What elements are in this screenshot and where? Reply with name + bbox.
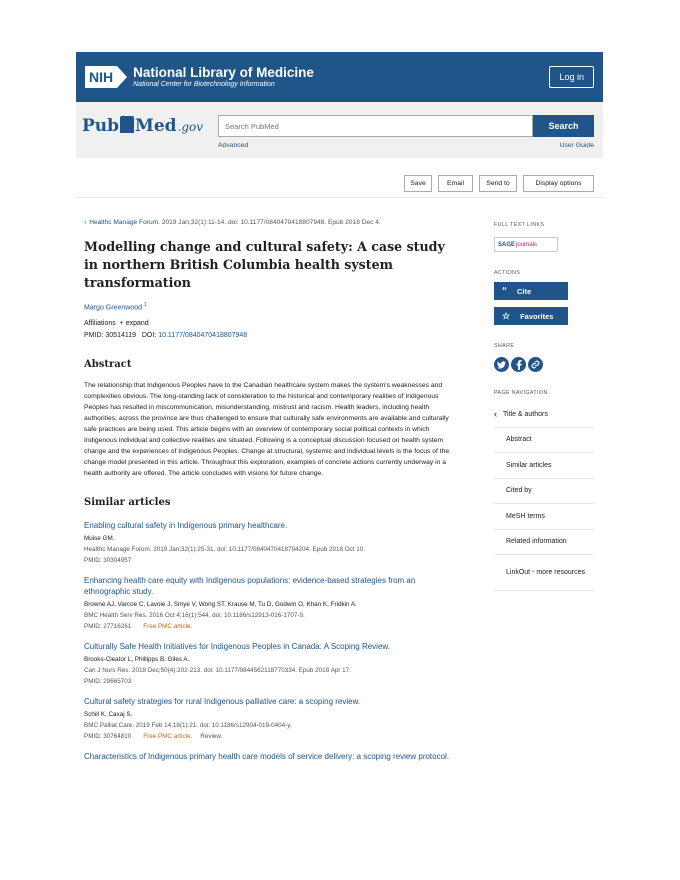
twitter-icon[interactable]: [494, 357, 509, 372]
similar-article-title[interactable]: Enhancing health care equity with Indigenous populations: evidence-based strategies from an ethnographic study.: [84, 576, 416, 597]
similar-articles-list: [84, 520, 462, 762]
display-options-button[interactable]: Display options: [523, 175, 594, 192]
share-label: SHARE: [494, 343, 515, 349]
cite-button[interactable]: [494, 282, 568, 300]
share-icons: [494, 357, 604, 372]
similar-article-pmid: PMID: 30764810: [84, 733, 132, 741]
chevron-left-icon: ‹: [494, 409, 497, 420]
sage-logo-bold: SAGE: [498, 241, 516, 248]
favorites-label: Favorites: [520, 311, 554, 321]
send-to-button[interactable]: Send to: [479, 175, 517, 192]
similar-article-citation: Can J Nurs Res. 2018 Dec;50(4):202-213. doi: 10.1177/0844562118770334. Epub 2018 Apr 17.: [84, 667, 351, 675]
quote-icon: “: [502, 285, 507, 297]
sage-journals-link[interactable]: [494, 237, 558, 252]
article-main: [84, 218, 462, 762]
search-area: [76, 102, 603, 158]
similar-article-pmid-row: [84, 556, 462, 565]
nlm-title: National Library of Medicine: [133, 65, 314, 80]
nih-logo[interactable]: NIH: [85, 66, 117, 88]
save-button[interactable]: Save: [404, 175, 432, 192]
pubmed-logo-pub: Pub: [82, 116, 120, 136]
similar-article-item: [84, 520, 462, 565]
similar-article-authors: Browne AJ, Varcoe C, Lavoie J, Smye V, Wong ST, Krause M, Tu D, Godwin O, Khan K, Fridkin A.: [84, 601, 357, 609]
author-list: [84, 302, 462, 311]
full-text-links-label: FULL TEXT LINKS: [494, 222, 545, 228]
doi-label: DOI:: [141, 332, 159, 340]
advanced-search-link[interactable]: Advanced: [218, 142, 249, 149]
facebook-icon[interactable]: [511, 357, 526, 372]
nav-label: Title & authors: [503, 410, 548, 418]
nih-logo-arrow: [117, 66, 127, 88]
user-guide-link[interactable]: User Guide: [559, 142, 594, 149]
similar-article-item: [84, 751, 462, 762]
similar-article-title[interactable]: Culturally Safe Health Initiatives for Indigenous Peoples in Canada: A Scoping Review.: [84, 642, 390, 652]
similar-article-item: [84, 641, 462, 686]
page-navigation-label: PAGE NAVIGATION: [494, 390, 548, 396]
similar-article-authors: Schill K, Caxaj S.: [84, 711, 133, 719]
pubmed-logo-gov: .gov: [177, 120, 204, 134]
email-button[interactable]: Email: [438, 175, 473, 192]
similar-article-pmid: PMID: 30304957: [84, 557, 132, 565]
nlm-subtitle: National Center for Biotechnology Information: [133, 81, 275, 88]
pubmed-logo-med: Med: [135, 116, 177, 136]
similar-article-authors: Brooks-Cleator L, Phillipps B, Giles A.: [84, 656, 190, 664]
similar-article-citation: BMC Palliat Care. 2019 Feb 14;18(1):21. doi: 10.1186/s12904-019-0404-y.: [84, 722, 292, 730]
nih-banner: [76, 52, 603, 102]
similar-article-pmid-row: [84, 732, 462, 741]
similar-article-pmid-row: [84, 677, 462, 686]
similar-article-item: [84, 696, 462, 741]
similar-article-title[interactable]: Characteristics of Indigenous primary health care models of service delivery: a scoping review protocol.: [84, 752, 450, 762]
search-input[interactable]: [218, 115, 533, 137]
nlm-branding[interactable]: [133, 65, 314, 89]
pmid: PMID: 30514119: [84, 332, 137, 340]
similar-article-pmid-row: [84, 622, 462, 631]
similar-article-citation: Healthc Manage Forum. 2019 Jan;32(1):25-31. doi: 10.1177/0840470418794204. Epub 2018 Oct 10.: [84, 546, 365, 554]
nav-mesh-terms[interactable]: MeSH terms: [494, 504, 594, 530]
author-affiliation-ref[interactable]: 1: [143, 302, 147, 308]
page-navigation: [494, 402, 604, 591]
sidebar: [494, 222, 604, 591]
doi-link[interactable]: 10.1177/0840470418807948: [158, 332, 248, 340]
favorites-button[interactable]: [494, 307, 568, 325]
link-icon[interactable]: [528, 357, 543, 372]
journal-citation: [84, 218, 462, 228]
similar-articles-heading: Similar articles: [84, 497, 171, 509]
journal-name-link[interactable]: Healthc Manage Forum: [89, 219, 159, 226]
page-header: [76, 52, 603, 198]
similar-article-title[interactable]: Cultural safety strategies for rural Indigenous palliative care: a scoping review.: [84, 697, 361, 707]
cite-label: Cite: [517, 286, 532, 296]
star-icon: ☆: [502, 310, 511, 321]
search-button[interactable]: Search: [533, 115, 594, 137]
journal-arrow-icon: ›: [84, 219, 87, 226]
free-pmc-badge: Free PMC article.: [143, 733, 193, 741]
nav-linkout[interactable]: LinkOut - more resources: [494, 555, 594, 591]
review-badge: Review.: [200, 733, 223, 741]
similar-article-item: [84, 575, 462, 631]
login-button[interactable]: Log in: [549, 66, 594, 88]
similar-article-citation: BMC Health Serv Res. 2016 Oct 4;16(1):544. doi: 10.1186/s12913-016-1707-9.: [84, 612, 305, 620]
pubmed-logo[interactable]: [82, 114, 203, 136]
article-identifiers: [84, 332, 462, 339]
pubmed-book-icon: [120, 116, 134, 133]
nav-cited-by[interactable]: Cited by: [494, 479, 594, 505]
free-pmc-badge: Free PMC article.: [143, 623, 193, 631]
author-link[interactable]: Margo Greenwood: [84, 304, 142, 312]
expand-affiliations-toggle[interactable]: + expand: [119, 320, 149, 328]
abstract-text: The relationship that Indigenous Peoples have to the Canadian healthcare system makes the system's weaknesses and complexities obvious. The long-standing lack of consideration to the historical and contemporary realities of Indigenous Peoples has resulted in miscommunication, misunderstanding, mistrust and racism. Health leaders, including health authorities, across the province are thus challenged to ensure that culturally safe environments are available and culturally safe practices are being used. This article begins with an overview of contemporary social political contexts in which Indigenous individual and collective realities are situated. Following is a conceptual discussion focused on health system change and the experiences of Indigenous Peoples. Change at structural, systemic and individual levels is the focus of the change model presented in this article. Throughout this exploration, examples of concrete actions currently underway in a health authority are offered. The article concludes with visions for future change.: [84, 382, 450, 478]
similar-article-pmid: PMID: 29665703: [84, 678, 132, 686]
nav-similar-articles[interactable]: Similar articles: [494, 453, 594, 479]
action-bar: [76, 158, 603, 198]
nav-abstract[interactable]: Abstract: [494, 428, 594, 454]
affiliations-label: Affiliations: [84, 320, 116, 328]
journal-citation-text: . 2019 Jan;32(1):11-14. doi: 10.1177/0840470418807948. Epub 2018 Dec 4.: [158, 219, 381, 226]
article-title: Modelling change and cultural safety: A case study in northern British Columbia health system transformation: [84, 239, 445, 290]
affiliations: [84, 320, 462, 327]
similar-article-pmid: PMID: 27716261: [84, 623, 132, 631]
similar-article-authors: Muise GM.: [84, 535, 115, 543]
similar-article-title[interactable]: Enabling cultural safety in Indigenous primary healthcare.: [84, 521, 288, 531]
nav-related-information[interactable]: Related information: [494, 530, 594, 556]
sage-logo-text: journals: [516, 241, 538, 248]
nav-title-authors[interactable]: [494, 402, 594, 428]
actions-label: ACTIONS: [494, 270, 521, 276]
abstract-heading: Abstract: [84, 359, 132, 371]
